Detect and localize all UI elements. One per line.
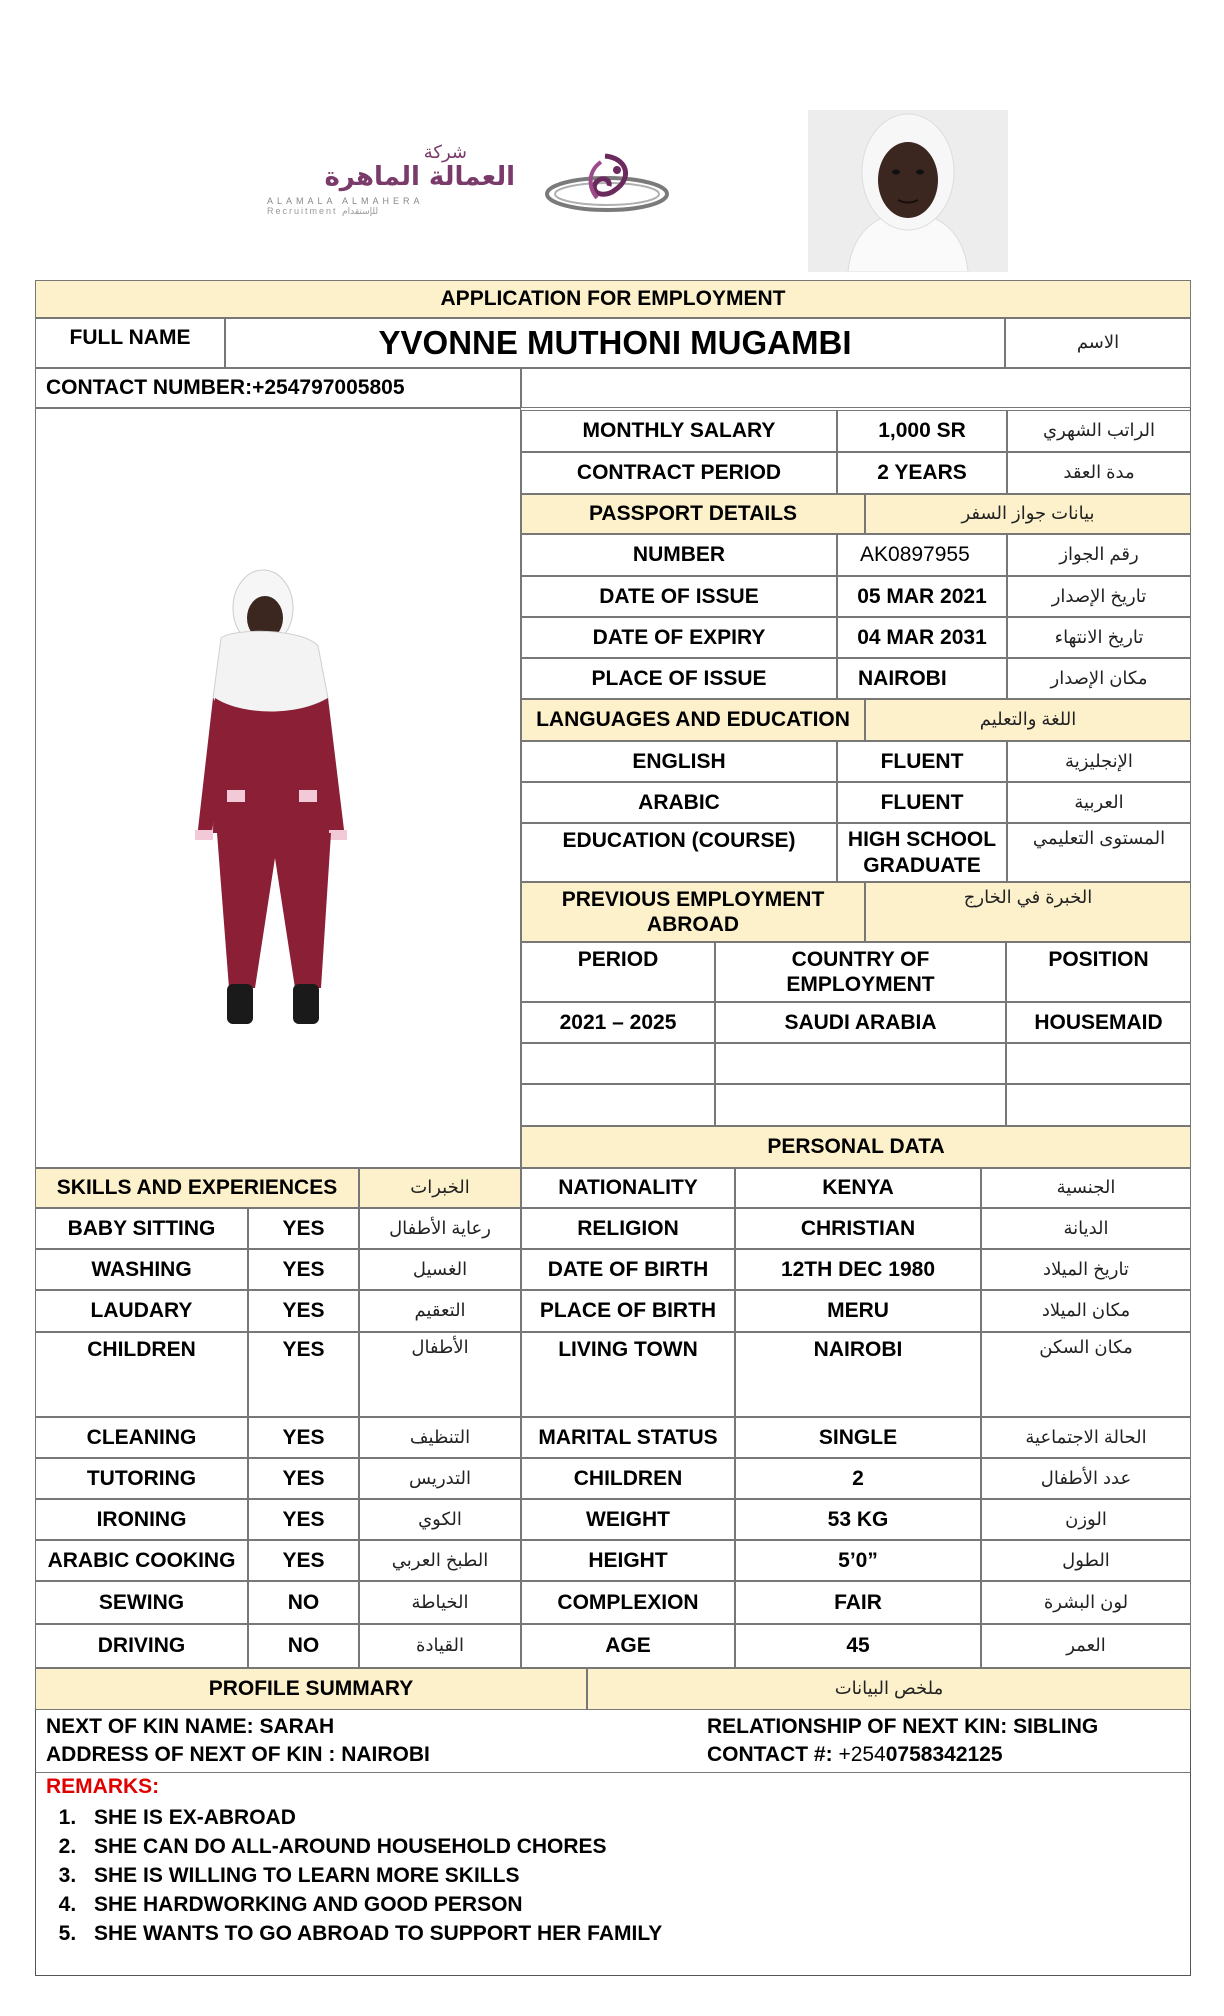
company-logo	[255, 142, 675, 218]
skill-ar-1: الغسيل	[359, 1249, 521, 1290]
personal-value-9: FAIR	[735, 1581, 981, 1624]
date-of-expiry-ar: تاريخ الانتهاء	[1007, 617, 1191, 658]
skill-ar-3: الأطفال	[359, 1332, 521, 1417]
arabic-ar: العربية	[1007, 782, 1191, 823]
form-title: APPLICATION FOR EMPLOYMENT	[35, 280, 1191, 318]
passport-details-title: PASSPORT DETAILS	[521, 494, 865, 534]
personal-value-6: 2	[735, 1458, 981, 1499]
personal-value-0: KENYA	[735, 1168, 981, 1208]
skill-value-1: YES	[248, 1249, 359, 1290]
personal-ar-6: عدد الأطفال	[981, 1458, 1191, 1499]
full-name-label: FULL NAME	[35, 318, 225, 368]
skill-value-9: NO	[248, 1624, 359, 1668]
skill-ar-2: التعقيم	[359, 1290, 521, 1332]
skill-value-5: YES	[248, 1458, 359, 1499]
personal-ar-2: تاريخ الميلاد	[981, 1249, 1191, 1290]
personal-value-1: CHRISTIAN	[735, 1208, 981, 1249]
employment-position-blank	[1006, 1084, 1191, 1126]
skill-label-3: CHILDREN	[35, 1332, 248, 1417]
company-tagline: Recruitment للإستقدام	[267, 206, 379, 216]
skill-label-6: IRONING	[35, 1499, 248, 1540]
personal-ar-8: الطول	[981, 1540, 1191, 1581]
employment-position: HOUSEMAID	[1006, 1002, 1191, 1043]
skills-title-ar: الخبرات	[359, 1168, 521, 1208]
full-name-ar: الاسم	[1005, 318, 1191, 368]
employment-period: 2021 – 2025	[521, 1002, 715, 1043]
personal-value-2: 12TH DEC 1980	[735, 1249, 981, 1290]
contact-label: CONTACT NUMBER:	[46, 376, 253, 400]
languages-title: LANGUAGES AND EDUCATION	[521, 699, 865, 741]
profile-summary-title-ar: ملخص البيانات	[587, 1668, 1191, 1710]
date-of-issue-value: 05 MAR 2021	[837, 576, 1007, 617]
personal-ar-0: الجنسية	[981, 1168, 1191, 1208]
skills-title: SKILLS AND EXPERIENCES	[35, 1168, 359, 1208]
skill-value-8: NO	[248, 1581, 359, 1624]
employment-country-blank	[715, 1084, 1006, 1126]
personal-label-8: HEIGHT	[521, 1540, 735, 1581]
company-name-en: ALAMALA ALMAHERA	[267, 196, 424, 206]
full-name-value: YVONNE MUTHONI MUGAMBI	[225, 318, 1005, 368]
employment-position-blank	[1006, 1043, 1191, 1084]
headshot-illustration	[808, 110, 1008, 272]
kin-contact-value: +254	[838, 1743, 886, 1766]
kin-relationship-label: RELATIONSHIP OF NEXT KIN:	[707, 1715, 1014, 1738]
skill-value-4: YES	[248, 1417, 359, 1458]
personal-ar-4: مكان السكن	[981, 1332, 1191, 1417]
personal-label-10: AGE	[521, 1624, 735, 1668]
col-period: PERIOD	[521, 942, 715, 1002]
remark-item: 5. SHE WANTS TO GO ABROAD TO SUPPORT HER FAMILY	[82, 1919, 1182, 1948]
contract-period-value: 2 YEARS	[837, 452, 1007, 494]
education-value: HIGH SCHOOL GRADUATE	[837, 823, 1007, 882]
place-of-issue-value: NAIROBI	[837, 658, 1007, 699]
next-of-kin-address	[46, 1743, 430, 1767]
kin-contact-label: CONTACT #:	[707, 1743, 839, 1766]
skill-ar-8: الخياطة	[359, 1581, 521, 1624]
monthly-salary-value: 1,000 SR	[837, 410, 1007, 452]
monthly-salary-ar: الراتب الشهري	[1007, 410, 1191, 452]
previous-employment-title-ar: الخبرة في الخارج	[865, 882, 1191, 942]
contact-number	[35, 368, 521, 408]
next-of-kin-contact	[707, 1743, 1003, 1767]
personal-ar-9: لون البشرة	[981, 1581, 1191, 1624]
personal-value-7: 53 KG	[735, 1499, 981, 1540]
personal-label-2: DATE OF BIRTH	[521, 1249, 735, 1290]
personal-label-7: WEIGHT	[521, 1499, 735, 1540]
personal-ar-7: الوزن	[981, 1499, 1191, 1540]
english-value: FLUENT	[837, 741, 1007, 782]
monthly-salary-label: MONTHLY SALARY	[521, 410, 837, 452]
full-body-photo-cell	[35, 408, 521, 1168]
remark-item: 1. SHE IS EX-ABROAD	[82, 1803, 1182, 1832]
company-name-ar-line1: شركة	[423, 142, 467, 163]
personal-label-1: RELIGION	[521, 1208, 735, 1249]
personal-value-4: NAIROBI	[735, 1332, 981, 1417]
kin-address-label: ADDRESS OF NEXT OF KIN :	[46, 1743, 342, 1766]
next-of-kin-name	[46, 1715, 334, 1739]
skill-label-2: LAUDARY	[35, 1290, 248, 1332]
skill-ar-9: القيادة	[359, 1624, 521, 1668]
place-of-issue-label: PLACE OF ISSUE	[521, 658, 837, 699]
skill-label-5: TUTORING	[35, 1458, 248, 1499]
contact-value: +254797005805	[252, 376, 405, 400]
employment-country-blank	[715, 1043, 1006, 1084]
passport-number-value: AK0897955	[837, 534, 1007, 576]
company-name-ar-line2: العمالة الماهرة	[324, 162, 515, 192]
personal-value-5: SINGLE	[735, 1417, 981, 1458]
remark-item: 2. SHE CAN DO ALL-AROUND HOUSEHOLD CHORES	[82, 1832, 1182, 1861]
kin-address-value: NAIROBI	[341, 1743, 430, 1766]
skill-ar-7: الطبخ العربي	[359, 1540, 521, 1581]
skill-value-7: YES	[248, 1540, 359, 1581]
date-of-issue-label: DATE OF ISSUE	[521, 576, 837, 617]
passport-details-title-ar: بيانات جواز السفر	[865, 494, 1191, 534]
employment-period-blank	[521, 1043, 715, 1084]
contact-blank	[521, 368, 1191, 408]
next-of-kin-relationship	[707, 1715, 1098, 1739]
skill-value-0: YES	[248, 1208, 359, 1249]
personal-ar-1: الديانة	[981, 1208, 1191, 1249]
personal-data-title: PERSONAL DATA	[521, 1126, 1191, 1168]
place-of-issue-ar: مكان الإصدار	[1007, 658, 1191, 699]
skill-label-8: SEWING	[35, 1581, 248, 1624]
personal-label-5: MARITAL STATUS	[521, 1417, 735, 1458]
skill-ar-5: التدريس	[359, 1458, 521, 1499]
arabic-value: FLUENT	[837, 782, 1007, 823]
skill-value-3: YES	[248, 1332, 359, 1417]
employment-period-blank	[521, 1084, 715, 1126]
applicant-headshot	[808, 110, 1008, 272]
skill-ar-0: رعاية الأطفال	[359, 1208, 521, 1249]
personal-value-10: 45	[735, 1624, 981, 1668]
education-label: EDUCATION (COURSE)	[521, 823, 837, 882]
date-of-expiry-label: DATE OF EXPIRY	[521, 617, 837, 658]
personal-label-3: PLACE OF BIRTH	[521, 1290, 735, 1332]
previous-employment-title: PREVIOUS EMPLOYMENT ABROAD	[521, 882, 865, 942]
skill-value-2: YES	[248, 1290, 359, 1332]
english-label: ENGLISH	[521, 741, 837, 782]
kin-relationship-value: SIBLING	[1013, 1715, 1099, 1738]
profile-summary-title: PROFILE SUMMARY	[35, 1668, 587, 1710]
personal-label-6: CHILDREN	[521, 1458, 735, 1499]
remark-item: 4. SHE HARDWORKING AND GOOD PERSON	[82, 1890, 1182, 1919]
skill-label-4: CLEANING	[35, 1417, 248, 1458]
skill-ar-6: الكوي	[359, 1499, 521, 1540]
personal-value-8: 5’0”	[735, 1540, 981, 1581]
remarks-title: REMARKS:	[46, 1775, 160, 1798]
col-country: COUNTRY OF EMPLOYMENT	[715, 942, 1006, 1002]
skill-value-6: YES	[248, 1499, 359, 1540]
remark-item: 3. SHE IS WILLING TO LEARN MORE SKILLS	[82, 1861, 1182, 1890]
date-of-issue-ar: تاريخ الإصدار	[1007, 576, 1191, 617]
passport-number-label: NUMBER	[521, 534, 837, 576]
skill-label-0: BABY SITTING	[35, 1208, 248, 1249]
languages-title-ar: اللغة والتعليم	[865, 699, 1191, 741]
logo-emblem-icon	[545, 150, 675, 216]
personal-ar-10: العمر	[981, 1624, 1191, 1668]
contract-period-ar: مدة العقد	[1007, 452, 1191, 494]
personal-ar-3: مكان الميلاد	[981, 1290, 1191, 1332]
kin-name-value: SARAH	[259, 1715, 335, 1738]
kin-divider	[35, 1772, 1191, 1773]
kin-name-label: NEXT OF KIN NAME:	[46, 1715, 260, 1738]
skill-label-7: ARABIC COOKING	[35, 1540, 248, 1581]
skill-ar-4: التنظيف	[359, 1417, 521, 1458]
skill-label-9: DRIVING	[35, 1624, 248, 1668]
passport-number-ar: رقم الجواز	[1007, 534, 1191, 576]
personal-value-3: MERU	[735, 1290, 981, 1332]
date-of-expiry-value: 04 MAR 2031	[837, 617, 1007, 658]
personal-label-0: NATIONALITY	[521, 1168, 735, 1208]
skill-label-1: WASHING	[35, 1249, 248, 1290]
kin-contact-value-rest: 0758342125	[885, 1743, 1003, 1766]
personal-label-4: LIVING TOWN	[521, 1332, 735, 1417]
arabic-label: ARABIC	[521, 782, 837, 823]
english-ar: الإنجليزية	[1007, 741, 1191, 782]
full-body-photo	[193, 568, 363, 1038]
personal-ar-5: الحالة الاجتماعية	[981, 1417, 1191, 1458]
personal-label-9: COMPLEXION	[521, 1581, 735, 1624]
remarks-list	[36, 1803, 1182, 1948]
contract-period-label: CONTRACT PERIOD	[521, 452, 837, 494]
col-position: POSITION	[1006, 942, 1191, 1002]
education-ar: المستوى التعليمي	[1007, 823, 1191, 882]
employment-country: SAUDI ARABIA	[715, 1002, 1006, 1043]
